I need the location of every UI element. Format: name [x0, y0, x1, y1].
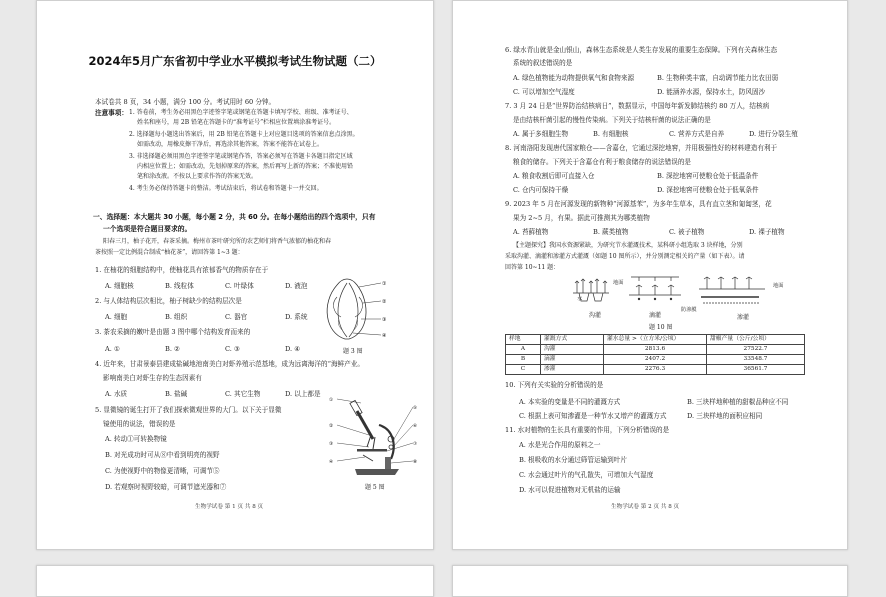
svg-text:④: ④	[382, 333, 387, 339]
table-header: 灌水总量 >（立方米/公顷）	[604, 335, 707, 345]
option: D. 能涵养水源，保持水土，防风固沙	[657, 88, 766, 96]
table-cell: C	[506, 365, 541, 375]
option: D. 进行分裂生殖	[749, 130, 798, 138]
option: D. 系统	[285, 313, 308, 321]
table-cell: 36561.7	[707, 365, 805, 375]
option: C. 可以增加空气湿度	[513, 88, 575, 96]
svg-text:②: ②	[329, 424, 334, 429]
note-line: 3. 非选择题必须用黑色字迹签字笔或钢笔作答，答案必须写在答题卡各题目指定区域	[129, 153, 353, 160]
table-header: 灌溉方式	[541, 335, 604, 345]
table-row	[506, 365, 805, 375]
svg-text:①: ①	[382, 281, 387, 287]
svg-text:②: ②	[382, 299, 387, 305]
table-row	[506, 355, 805, 365]
film-label: 防渗膜	[681, 307, 697, 313]
option: C. 仓内可保持干燥	[513, 186, 569, 194]
option: C. 器官	[225, 313, 248, 321]
bud-diagram	[315, 273, 391, 343]
option: B. 线粒体	[165, 282, 194, 290]
figure-5-caption: 题 5 图	[365, 484, 385, 491]
table-row	[506, 345, 805, 355]
page-footer: 生物学试卷 第 2 页 共 8 页	[611, 504, 680, 510]
section-heading-cont: 一个选项是符合题目要求的。	[103, 225, 192, 233]
option: A. 水是光合作用的原料之一	[519, 441, 601, 449]
note-line: 1. 答卷前，考生务必用黑色字迹签字笔或钢笔在答题卡填写学校、班级、准考证号、	[129, 109, 353, 116]
option: A. 苔藓植物	[513, 228, 549, 236]
question-8-stem-cont: 粮食的储存。下列关于含嘉仓有利于粮食储存的说法错误的是	[513, 158, 692, 166]
question-7-stem: 7. 3 月 24 日是“世界防治结核病日”，数据显示，中国每年新发肺结核约 80 万人，结核病	[505, 102, 770, 110]
table-cell: 滴灌	[541, 355, 604, 365]
figure-10-caption: 题 10 图	[649, 324, 673, 331]
table-header: 样地	[506, 335, 541, 345]
passage-line: 阳春三月，柚子花开，春茶采摘。梅州市茶叶研究所的农艺师们将香气浓郁的柚花和春	[103, 238, 332, 245]
inquiry-line: 回答第 10~11 题：	[505, 264, 560, 271]
table-cell: A	[506, 345, 541, 355]
option: D. 液泡	[285, 282, 308, 290]
question-5-stem-cont: 镜使用的说法，错误的是	[103, 420, 176, 428]
option: A. ①	[105, 345, 120, 353]
option: B. 有细胞核	[593, 130, 629, 138]
inquiry-line: 采取沟灌、滴灌和渗灌方式灌溉（如题 10 图所示），并分别测定相关的产量（如下表）。请	[505, 253, 745, 260]
table-cell: 2407.2	[604, 355, 707, 365]
note-line: 笔和涂改液。不按以上要求作答的答案无效。	[137, 173, 258, 180]
option: B. 组织	[165, 313, 188, 321]
option: C. ③	[225, 345, 240, 353]
option: C. 其它生物	[225, 390, 261, 398]
question-9-stem-cont: 果为 2~5 月，有果。据此可推测其为哪类植物	[513, 214, 650, 222]
svg-text:⑤: ⑤	[413, 406, 418, 411]
option: B. 对光成功时可从⑧中看到明亮的视野	[105, 451, 220, 459]
question-1-stem: 1. 在柚花的细胞结构中，使柚花具有浓郁香气的物质存在于	[95, 266, 269, 274]
option: C. 被子植物	[669, 228, 705, 236]
question-9-stem: 9. 2023 年 5 月在河源发现的新物种“河源基苯”，为多年生草本，具有直立茎和匍匐茎，花	[505, 200, 772, 208]
option: B. 盐碱	[165, 390, 188, 398]
option: A. 本实验的变量是不同的灌溉方式	[519, 398, 621, 406]
table-cell: 渗灌	[541, 365, 604, 375]
option: D. ④	[285, 345, 301, 353]
question-2-stem: 2. 与人体结构层次相比，柚子树缺少的结构层次是	[95, 297, 242, 305]
water-label: 水	[577, 296, 583, 302]
option: B. 根吸收的水分通过筛管运输到叶片	[519, 456, 627, 464]
note-line: 2. 选择题每小题选出答案后，用 2B 铅笔在答题卡上对应题目选项的答案信息点涂黑。	[129, 131, 359, 138]
option: D. 若观察时视野较暗，可调节遮光器和⑦	[105, 483, 227, 491]
option: B. 生物种类丰富，自动调节能力比农田弱	[657, 74, 779, 82]
table-cell: 2276.3	[604, 365, 707, 375]
table-cell: 33548.7	[707, 355, 805, 365]
table-cell: 27522.7	[707, 345, 805, 355]
option: A. 水质	[105, 390, 128, 398]
document-page-4	[452, 565, 848, 597]
page-footer: 生物学试卷 第 1 页 共 8 页	[195, 504, 264, 510]
ground-label: 地面	[613, 280, 624, 286]
table-cell: 沟灌	[541, 345, 604, 355]
note-line: 如需改动，用橡皮擦干净后，再选涂其他答案，答案不能答在试卷上。	[137, 141, 324, 148]
option: A. 细胞核	[105, 282, 134, 290]
table-cell: B	[506, 355, 541, 365]
question-6-stem-cont: 系统的叙述错误的是	[513, 59, 573, 67]
option: D. 三块样地的面积应相同	[687, 412, 763, 420]
question-7-stem-cont: 是由结核杆菌引起的慢性传染病。下列关于结核杆菌的说法正确的是	[513, 116, 711, 124]
svg-text:⑦: ⑦	[413, 442, 418, 447]
question-3-stem: 3. 茶农采摘的嫩叶是由题 3 图中哪个结构发育而来的	[95, 328, 251, 336]
svg-text:③: ③	[329, 442, 334, 447]
note-line: 内相应位置上；如需改动，先划掉原来的答案，然后再写上新的答案；不准使用铅	[137, 163, 354, 170]
question-6-stem: 6. 绿水青山就是金山银山，森林生态系统是人类生存发展的重要生态保障。下列有关森林生态	[505, 46, 778, 54]
drip-label: 滴灌	[649, 312, 662, 319]
svg-text:⑧: ⑧	[413, 460, 418, 465]
figure-3-caption: 题 3 图	[343, 348, 363, 355]
table-header-row	[506, 335, 805, 345]
irrigation-data-table	[505, 334, 805, 375]
section-heading: 一、选择题：本大题共 30 小题，每小题 2 分，共 60 分。在每小题给出的四个选项中，只有	[93, 213, 376, 221]
svg-text:①: ①	[329, 398, 334, 403]
seep-label: 渗灌	[737, 314, 750, 321]
ground-label-2: 地面	[773, 283, 784, 289]
note-line: 姓名和座号，用 2B 铅笔在答题卡的“准考证号”栏相应位置填涂准考证号。	[137, 119, 336, 126]
table-cell: 2813.6	[604, 345, 707, 355]
option: B. 深挖地窖可使粮仓处于低温条件	[657, 172, 759, 180]
svg-text:④: ④	[329, 460, 334, 465]
microscope-diagram	[327, 395, 419, 479]
option: D. 以上都是	[285, 390, 321, 398]
question-8-stem: 8. 河南洛阳发现唐代国家粮仓——含嘉仓，它通过深挖地窖，并用极强性好的材料建造有利于	[505, 144, 778, 152]
svg-text:③: ③	[382, 317, 387, 323]
option: C. 叶绿体	[225, 282, 254, 290]
note-line: 4. 考生务必保持答题卡的整洁。考试结束后，将试卷和答题卡一并交回。	[129, 185, 323, 192]
document-page-1	[36, 0, 434, 550]
question-5-stem: 5. 显微镜的诞生打开了我们探索微观世界的大门。以下关于显微	[95, 406, 282, 414]
option: C. 水会通过叶片的气孔散失，可增加大气湿度	[519, 471, 654, 479]
option: A. 属于多细胞生物	[513, 130, 569, 138]
svg-text:⑥: ⑥	[413, 424, 418, 429]
document-page-2	[452, 0, 848, 550]
inquiry-line: 【主题探究】我国水资源紧缺，为研究节水灌溉技术，某科研小组选取 3 块样地，分别	[513, 242, 743, 249]
option: D. 裸子植物	[749, 228, 785, 236]
option: A. 粮食收割后即可直接入仓	[513, 172, 595, 180]
passage-line: 茶按照一定比例混合制成“柚花茶”，请回答第 1~3 题：	[95, 249, 244, 256]
document-page-3	[36, 565, 434, 597]
option: C. 根据上表可知渗灌是一种节水又增产的灌溉方式	[519, 412, 667, 420]
exam-title: 2024年5月广东省初中学业水平模拟考试生物试题（二）	[88, 54, 382, 68]
option: B. 蕨类植物	[593, 228, 629, 236]
option: C. 营养方式是自养	[669, 130, 725, 138]
option: D. 水可以促进植物对无机盐的运输	[519, 486, 621, 494]
option: A. 细胞	[105, 313, 128, 321]
question-4-stem: 4. 近年来，甘肃景泰县建成盐碱地池南美白对虾养殖示范基地，成为远离海洋的“海鲜产业。	[95, 360, 364, 368]
question-4-stem-cont: 影响南美白对虾生存的生态因素有	[103, 374, 202, 382]
notes-label: 注意事项：	[95, 109, 128, 117]
option: D. 深挖地窖可使粮仓处于低氧条件	[657, 186, 759, 194]
option: A. 绿色植物能为动物提供氧气和食物来源	[513, 74, 635, 82]
option: B. ②	[165, 345, 180, 353]
question-10-stem: 10. 下列有关实验的分析错误的是	[505, 381, 604, 389]
option: B. 三块样地种植的甜椒品种应不同	[687, 398, 789, 406]
option: A. 转动①可转换物镜	[105, 435, 167, 443]
exam-info: 本试卷共 8 页，34 小题，满分 100 分。考试用时 60 分钟。	[95, 98, 276, 106]
question-11-stem: 11. 水对植物的生长具有重要的作用，下列分析错误的是	[505, 426, 670, 434]
table-header: 甜椒产量（公斤/公顷）	[707, 335, 805, 345]
ditch-label: 沟灌	[589, 312, 602, 319]
option: C. 为使视野中的物像更清晰，可调节⑤	[105, 467, 220, 475]
